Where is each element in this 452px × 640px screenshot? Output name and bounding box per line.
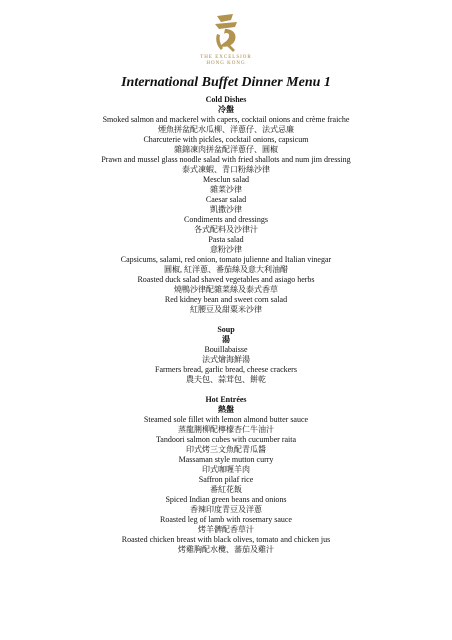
menu-item: Condiments and dressings — [184, 215, 268, 224]
menu-item-zh: 紅腰豆及甜粟米沙律 — [190, 305, 262, 314]
menu-item-zh: 番紅花飯 — [210, 485, 242, 494]
section-heading: Cold Dishes — [205, 95, 247, 104]
menu-item: Tandoori salmon cubes with cucumber raita — [155, 435, 297, 444]
excelsior-emblem-icon — [211, 10, 241, 54]
menu-title: International Buffet Dinner Menu 1 — [121, 75, 331, 90]
menu-item-zh: 印式咖喱羊肉 — [202, 465, 250, 474]
menu-item-zh: 農夫包、蒜茸包、餅乾 — [186, 375, 266, 384]
menu-item-zh: 雜錦凍肉拼盆配洋蔥仔、圓椒 — [174, 145, 278, 154]
menu-item-zh: 烤雞胸配水欖、蕃茄及雞汁 — [178, 545, 274, 554]
menu-item-zh: 泰式凍蝦、青口粉絲沙律 — [182, 165, 270, 174]
hotel-logo — [196, 10, 256, 80]
menu-item: Caesar salad — [205, 195, 247, 204]
menu-item-zh: 圓椒, 紅洋蔥、番茄絲及意大利油醋 — [164, 265, 288, 274]
menu-item: Saffron pilaf rice — [198, 475, 254, 484]
menu-item: Roasted duck salad shaved vegetables and asiago herbs — [137, 275, 315, 284]
menu-item: Roasted chicken breast with black olives, tomato and chicken jus — [121, 535, 331, 544]
menu-item: Smoked salmon and mackerel with capers, cocktail onions and crème fraiche — [102, 115, 350, 124]
menu-item: Roasted leg of lamb with rosemary sauce — [160, 515, 292, 524]
menu-item: Mesclun salad — [203, 175, 249, 184]
section-soup — [0, 325, 452, 385]
menu-item: Farmers bread, garlic bread, cheese crackers — [155, 365, 297, 374]
menu-item-zh: 法式燴海鮮湯 — [202, 355, 250, 364]
section-hot-entrees — [0, 395, 452, 555]
menu-item: Prawn and mussel glass noodle salad with fried shallots and num jim dressing — [101, 155, 351, 164]
menu-item: Charcuterie with pickles, cocktail onions, capsicum — [143, 135, 309, 144]
menu-item-zh: 印式烤三文魚配青瓜醬 — [186, 445, 266, 454]
menu-item: Pasta salad — [208, 235, 244, 244]
section-heading-zh: 湯 — [222, 335, 230, 344]
menu-item-zh: 凱撒沙律 — [210, 205, 242, 214]
menu-item: Red kidney bean and sweet corn salad — [164, 295, 288, 304]
menu-item-zh: 烤羊髀配香草汁 — [198, 525, 254, 534]
menu-item-zh: 蒸龍脷柳配檸檬杏仁牛油汁 — [178, 425, 274, 434]
menu-item: Bouillabaisse — [204, 345, 248, 354]
menu-item-zh: 燒鴨沙律配雜菜絲及泰式香草 — [174, 285, 278, 294]
section-cold-dishes — [0, 95, 452, 315]
menu-item: Steamed sole fillet with lemon almond butter sauce — [143, 415, 309, 424]
section-heading-zh: 熱盤 — [218, 405, 234, 414]
section-spacer — [0, 315, 452, 325]
brand-name-line2: HONG KONG — [206, 61, 246, 66]
menu-item-zh: 意粉沙律 — [210, 245, 242, 254]
menu-item: Spiced Indian green beans and onions — [165, 495, 287, 504]
menu-item-zh: 香辣印度青豆及洋蔥 — [190, 505, 262, 514]
menu-item: Capsicums, salami, red onion, tomato julienne and Italian vinegar — [120, 255, 332, 264]
section-heading: Hot Entrées — [205, 395, 247, 404]
menu-item: Massaman style mutton curry — [178, 455, 274, 464]
menu-item-zh: 雜菜沙律 — [210, 185, 242, 194]
brand-name-line1: THE EXCELSIOR — [200, 55, 252, 60]
section-heading: Soup — [217, 325, 235, 334]
menu-item-zh: 煙魚拼盆配水瓜柳、洋蔥仔、法式忌廉 — [158, 125, 294, 134]
menu-content — [0, 95, 452, 555]
section-spacer — [0, 385, 452, 395]
menu-item-zh: 各式配料及沙律汁 — [194, 225, 258, 234]
section-heading-zh: 冷盤 — [218, 105, 234, 114]
